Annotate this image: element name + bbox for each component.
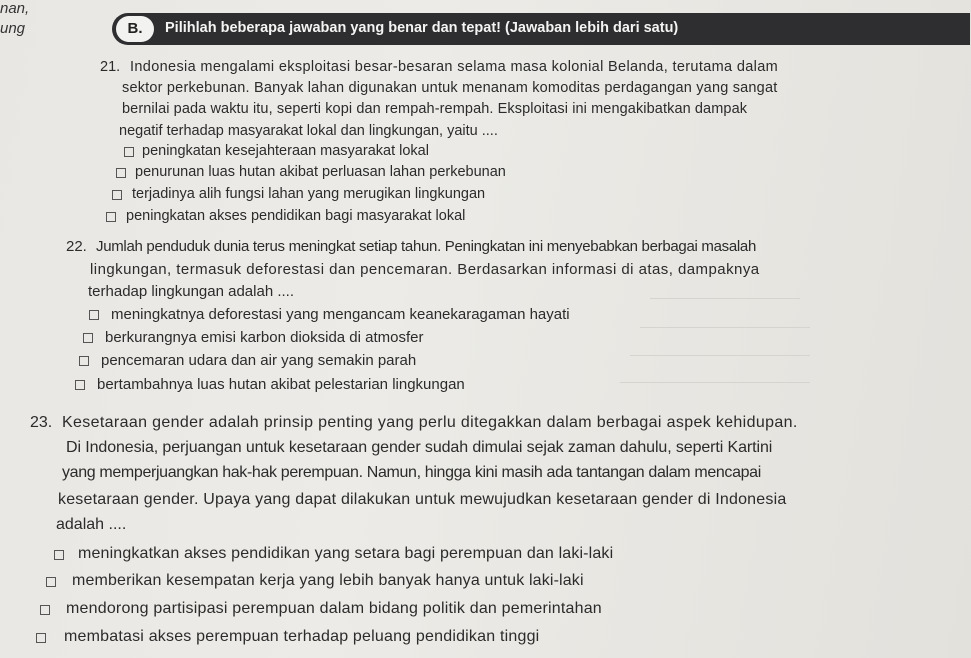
edge-text-1: nan, xyxy=(0,0,30,17)
section-header xyxy=(112,13,970,45)
question-text-line: negatif terhadap masyarakat lokal dan lingkungan, yaitu .... xyxy=(119,123,498,139)
show-through-line xyxy=(620,382,810,383)
question-text-line: adalah .... xyxy=(56,516,127,533)
checkbox-icon[interactable] xyxy=(112,190,122,200)
option-label: mendorong partisipasi perempuan dalam bidang politik dan pemerintahan xyxy=(66,600,602,617)
question-text-line: yang memperjuangkan hak-hak perempuan. Namun, hingga kini masih ada tantangan dalam mencapai xyxy=(62,464,761,481)
question-number: 21. xyxy=(100,59,121,75)
option-label: terjadinya alih fungsi lahan yang merugikan lingkungan xyxy=(132,186,486,202)
checkbox-icon[interactable] xyxy=(54,550,64,560)
option-label: meningkatkan akses pendidikan yang setara bagi perempuan dan laki-laki xyxy=(78,545,614,562)
checkbox-icon[interactable] xyxy=(40,605,50,615)
question-text-line: lingkungan, termasuk deforestasi dan pencemaran. Berdasarkan informasi di atas, dampaknya xyxy=(90,261,760,278)
checkbox-icon[interactable] xyxy=(46,577,56,587)
section-title: Pilihlah beberapa jawaban yang benar dan tepat! (Jawaban lebih dari satu) xyxy=(165,20,679,36)
question-text-line: Kesetaraan gender adalah prinsip penting yang perlu ditegakkan dalam berbagai aspek kehidupan. xyxy=(62,414,798,431)
question-number: 22. xyxy=(66,238,87,255)
checkbox-icon[interactable] xyxy=(79,356,89,366)
checkbox-icon[interactable] xyxy=(75,380,85,390)
checkbox-icon[interactable] xyxy=(36,633,46,643)
option-label: membatasi akses perempuan terhadap peluang pendidikan tinggi xyxy=(64,628,540,645)
question-text-line: Indonesia mengalami eksploitasi besar-besaran selama masa kolonial Belanda, terutama dalam xyxy=(130,59,779,75)
question-text-line: terhadap lingkungan adalah .... xyxy=(88,283,294,300)
option-label: peningkatan kesejahteraan masyarakat lokal xyxy=(142,143,429,159)
question-text-line: kesetaraan gender. Upaya yang dapat dilakukan untuk mewujudkan kesetaraan gender di Indonesia xyxy=(58,491,787,508)
question-number: 23. xyxy=(30,414,53,431)
show-through-line xyxy=(640,327,810,328)
question-text-line: bernilai pada waktu itu, seperti kopi dan rempah-rempah. Eksploitasi ini mengakibatkan dampak xyxy=(122,101,748,117)
checkbox-icon[interactable] xyxy=(89,310,99,320)
option-label: penurunan luas hutan akibat perluasan lahan perkebunan xyxy=(135,164,506,180)
question-text-line: sektor perkebunan. Banyak lahan digunakan untuk menanam komoditas perdagangan yang sangat xyxy=(122,80,778,96)
show-through-line xyxy=(630,355,810,356)
checkbox-icon[interactable] xyxy=(106,212,116,222)
checkbox-icon[interactable] xyxy=(116,168,126,178)
option-label: memberikan kesempatan kerja yang lebih banyak hanya untuk laki-laki xyxy=(72,572,584,589)
option-label: berkurangnya emisi karbon dioksida di atmosfer xyxy=(105,329,424,346)
checkbox-icon[interactable] xyxy=(124,147,134,157)
checkbox-icon[interactable] xyxy=(83,333,93,343)
section-badge: B. xyxy=(116,16,154,42)
option-label: bertambahnya luas hutan akibat pelestarian lingkungan xyxy=(97,376,465,393)
question-text-line: Di Indonesia, perjuangan untuk kesetaraan gender sudah dimulai sejak zaman dahulu, seperti Kartini xyxy=(66,439,773,456)
option-label: pencemaran udara dan air yang semakin parah xyxy=(101,352,417,369)
edge-text-2: ung xyxy=(0,20,26,37)
show-through-line xyxy=(650,298,800,299)
question-text-line: Jumlah penduduk dunia terus meningkat setiap tahun. Peningkatan ini menyebabkan berbagai masalah xyxy=(96,238,756,255)
option-label: peningkatan akses pendidikan bagi masyarakat lokal xyxy=(126,208,466,224)
option-label: meningkatnya deforestasi yang mengancam keanekaragaman hayati xyxy=(111,306,570,323)
